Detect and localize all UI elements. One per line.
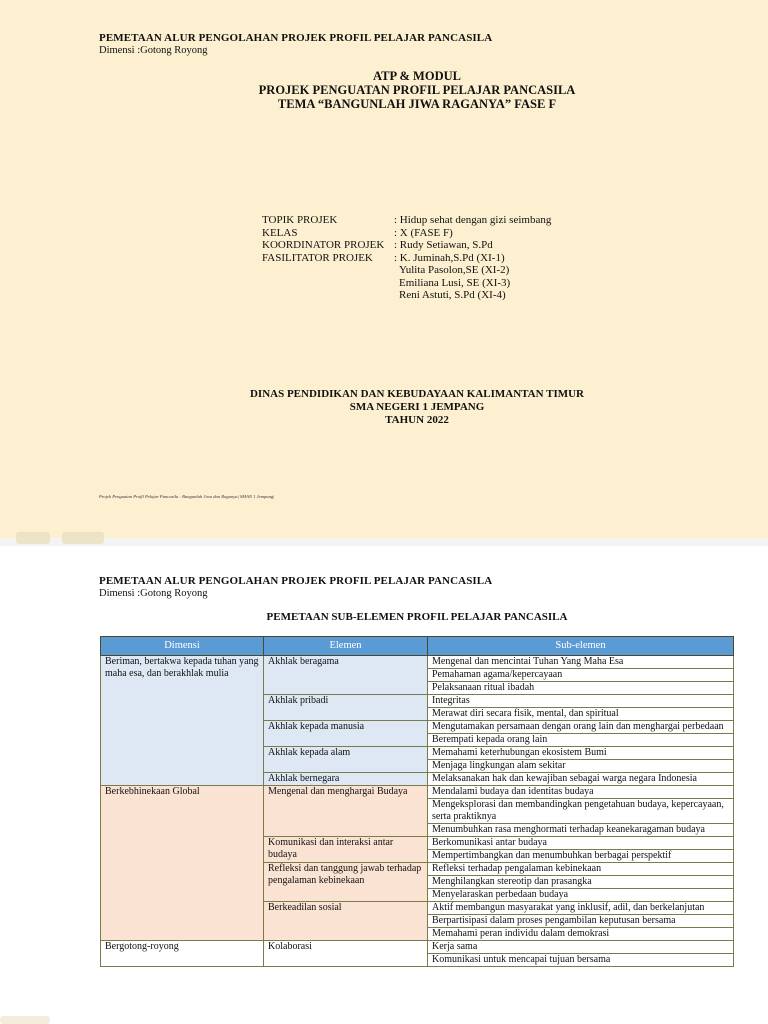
institution-line: TAHUN 2022	[385, 414, 449, 426]
table-row	[101, 941, 734, 954]
cover-header-dimension: Dimensi :Gotong Royong	[99, 45, 208, 56]
page-edge-mark	[16, 532, 50, 544]
sub-element-cell: Mengeksplorasi dan membandingkan pengetahuan budaya, kepercayaan, serta praktiknya	[428, 799, 734, 824]
info-row-topic: TOPIK PROJEK : Hidup sehat dengan gizi seimbang	[262, 214, 552, 226]
table-row	[101, 786, 734, 799]
table-title: PEMETAAN SUB-ELEMEN PROFIL PELAJAR PANCASILA	[266, 611, 568, 623]
sub-element-cell: Aktif membangun masyarakat yang inklusif, adil, dan berkelanjutan	[428, 902, 734, 915]
element-cell: Refleksi dan tanggung jawab terhadap pengalaman kebinekaan	[264, 863, 428, 902]
element-cell: Akhlak kepada manusia	[264, 721, 428, 747]
sub-element-cell: Mempertimbangkan dan menumbuhkan berbagai perspektif	[428, 850, 734, 863]
page-header-dimension: Dimensi :Gotong Royong	[99, 588, 208, 599]
table-row	[101, 656, 734, 669]
sub-element-cell: Memahami keterhubungan ekosistem Bumi	[428, 747, 734, 760]
sub-element-cell: Menyelaraskan perbedaan budaya	[428, 889, 734, 902]
institution-line: DINAS PENDIDIKAN DAN KEBUDAYAAN KALIMANTAN TIMUR	[249, 388, 584, 400]
footer-note: Projek Penguatan Profil Pelajar Pancasila : Bangunlah Jiwa dan Raganya| SMAN 1 Jempang|	[99, 494, 275, 499]
sub-element-cell: Komunikasi untuk mencapai tujuan bersama	[428, 954, 734, 967]
sub-element-cell: Mendalami budaya dan identitas budaya	[428, 786, 734, 799]
info-row-coordinator: KOORDINATOR PROJEK : Rudy Setiawan, S.Pd	[262, 239, 493, 251]
page-separator	[0, 538, 768, 546]
sub-element-cell: Menghilangkan stereotip dan prasangka	[428, 876, 734, 889]
sub-element-cell: Pemahaman agama/kepercayaan	[428, 669, 734, 682]
info-row-facilitator: FASILITATOR PROJEK : K. Juminah,S.Pd (XI-1)	[262, 251, 505, 264]
sub-element-cell: Menjaga lingkungan alam sekitar	[428, 760, 734, 773]
facilitator-name: Yulita Pasolon,SE (XI-2)	[399, 264, 510, 276]
project-info	[262, 214, 551, 302]
sub-element-cell: Pelaksanaan ritual ibadah	[428, 682, 734, 695]
sub-element-cell: Refleksi terhadap pengalaman kebinekaan	[428, 863, 734, 876]
facilitator-name: Reni Astuti, S.Pd (XI-4)	[399, 289, 506, 301]
sub-element-cell: Mengenal dan mencintai Tuhan Yang Maha Esa	[428, 656, 734, 669]
cover-title-line: PROJEK PENGUATAN PROFIL PELAJAR PANCASILA	[258, 83, 576, 97]
element-cell: Kolaborasi	[264, 941, 428, 967]
sub-element-cell: Mengutamakan persamaan dengan orang lain dan menghargai perbedaan	[428, 721, 734, 734]
cover-header-title: PEMETAAN ALUR PENGOLAHAN PROJEK PROFIL PELAJAR PANCASILA	[99, 32, 493, 44]
sub-element-cell: Berpartisipasi dalam proses pengambilan keputusan bersama	[428, 915, 734, 928]
dimension-cell: Berkebhinekaan Global	[101, 786, 264, 941]
sub-element-cell: Merawat diri secara fisik, mental, dan spiritual	[428, 708, 734, 721]
element-cell: Akhlak pribadi	[264, 695, 428, 721]
element-cell: Mengenal dan menghargai Budaya	[264, 786, 428, 837]
sub-element-cell: Menumbuhkan rasa menghormati terhadap keanekaragaman budaya	[428, 824, 734, 837]
dimension-cell: Beriman, bertakwa kepada tuhan yang maha esa, dan berakhlak mulia	[101, 656, 264, 786]
sub-element-cell: Berempati kepada orang lain	[428, 734, 734, 747]
cover-title-block	[0, 69, 768, 111]
sub-element-cell: Melaksanakan hak dan kewajiban sebagai warga negara Indonesia	[428, 773, 734, 786]
column-header-dimension: Dimensi	[101, 637, 264, 656]
page-edge-mark	[62, 532, 104, 544]
facilitator-name: Emiliana Lusi, SE (XI-3)	[399, 276, 511, 289]
element-cell: Akhlak kepada alam	[264, 747, 428, 773]
page-header-title: PEMETAAN ALUR PENGOLAHAN PROJEK PROFIL PELAJAR PANCASILA	[99, 575, 493, 587]
table-header-row	[101, 637, 734, 656]
column-header-sub-element: Sub-elemen	[428, 637, 734, 656]
info-row-class: KELAS : X (FASE F)	[262, 226, 453, 239]
sub-element-cell: Berkomunikasi antar budaya	[428, 837, 734, 850]
sub-element-cell: Memahami peran individu dalam demokrasi	[428, 928, 734, 941]
sub-element-cell: Kerja sama	[428, 941, 734, 954]
page-edge-mark	[0, 1016, 50, 1024]
element-cell: Akhlak beragama	[264, 656, 428, 695]
element-cell: Akhlak bernegara	[264, 773, 428, 786]
element-cell: Komunikasi dan interaksi antar budaya	[264, 837, 428, 863]
cover-title-line: ATP & MODUL	[373, 69, 461, 83]
cover-title-line: TEMA “BANGUNLAH JIWA RAGANYA” FASE F	[277, 97, 557, 111]
sub-element-table	[100, 636, 734, 967]
institution-line: SMA NEGERI 1 JEMPANG	[349, 401, 485, 413]
institution-block	[0, 388, 768, 427]
dimension-cell: Bergotong-royong	[101, 941, 264, 967]
column-header-element: Elemen	[264, 637, 428, 656]
element-cell: Berkeadilan sosial	[264, 902, 428, 941]
sub-element-cell: Integritas	[428, 695, 734, 708]
